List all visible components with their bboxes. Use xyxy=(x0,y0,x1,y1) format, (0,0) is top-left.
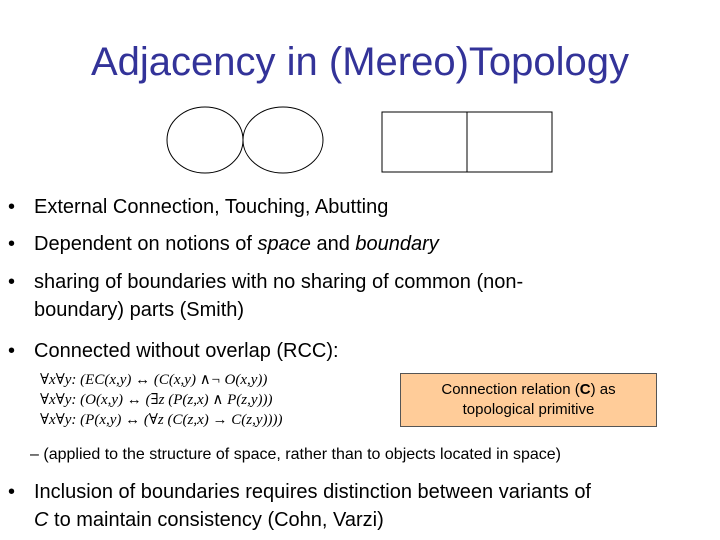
sub-bullet-text: (applied to the structure of space, rather than to objects located in space) xyxy=(43,446,561,463)
bullet-text-line1: sharing of boundaries with no sharing of common (non- xyxy=(34,271,524,293)
bullet-dot: • xyxy=(8,196,16,218)
bullet-dot: • xyxy=(8,481,16,503)
callout-line1: Connection relation (C) as xyxy=(441,381,616,398)
rcc-formulas xyxy=(40,370,282,430)
bullet-text-line1: Inclusion of boundaries requires distinction between variants of xyxy=(34,481,591,503)
bullet-external-connection xyxy=(8,193,388,221)
bullet-text: Connected without overlap (RCC): xyxy=(34,340,339,362)
adjacency-diagram xyxy=(165,105,555,175)
connection-primitive-callout xyxy=(400,373,657,427)
bullet-dot: • xyxy=(8,340,16,362)
bullet-inclusion-boundaries xyxy=(8,478,591,534)
left-circle xyxy=(167,107,243,173)
space-word: space xyxy=(257,233,311,255)
slide-title: Adjacency in (Mereo)Topology xyxy=(90,40,630,84)
bullet-connected-without-overlap xyxy=(8,337,339,365)
bullet-text: Dependent on notions of space and boundary xyxy=(34,233,439,255)
formula-o: ∀x∀y: (O(x,y) ↔ (∃z (P(z,x) ∧ P(z,y))) xyxy=(40,392,273,408)
bullet-dot: • xyxy=(8,271,16,293)
left-square xyxy=(382,112,467,172)
right-circle xyxy=(243,107,323,173)
bullet-sharing-boundaries xyxy=(8,268,523,324)
callout-line2: topological primitive xyxy=(462,401,595,418)
bullet-text: External Connection, Touching, Abutting xyxy=(34,196,389,218)
sub-bullet-dash: – xyxy=(30,446,39,463)
bullet-dependent-notions xyxy=(8,230,439,258)
bullet-text-line2: boundary) parts (Smith) xyxy=(34,299,245,321)
callout-c: C xyxy=(579,381,591,398)
bullet-dot: • xyxy=(8,233,16,255)
bullet-text-line2: C to maintain consistency (Cohn, Varzi) xyxy=(34,509,384,531)
sub-bullet-applied xyxy=(30,443,561,467)
c-variant: C xyxy=(34,509,49,531)
boundary-word: boundary xyxy=(355,233,439,255)
right-square xyxy=(467,112,552,172)
formula-p: ∀x∀y: (P(x,y) ↔ (∀z (C(z,x) → C(z,y)))) xyxy=(40,412,283,428)
formula-ec: ∀x∀y: (EC(x,y) ↔ (C(x,y) ∧¬ O(x,y)) xyxy=(40,372,268,388)
